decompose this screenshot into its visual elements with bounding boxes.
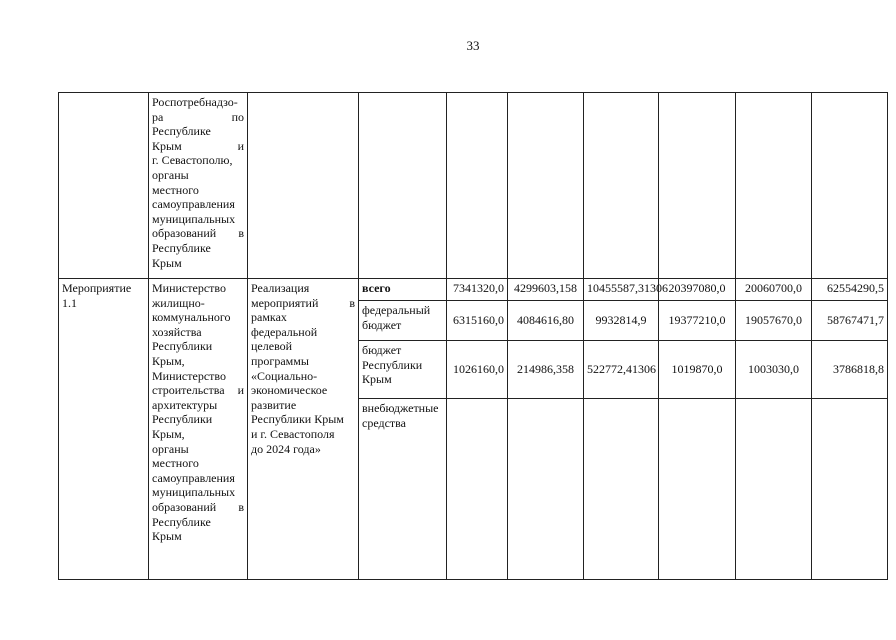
text-line: хозяйства bbox=[152, 324, 202, 339]
text-line: целевой bbox=[251, 339, 293, 354]
text-line: до 2024 года» bbox=[251, 441, 321, 456]
text-line: Крым, bbox=[152, 426, 185, 441]
text-line: «Социально- bbox=[251, 368, 318, 383]
text-line: всего bbox=[362, 281, 391, 295]
text-line: внебюджетные bbox=[362, 401, 439, 415]
text-line: и г. Севастополя bbox=[251, 426, 335, 441]
value-cell: 9932814,9 bbox=[584, 301, 659, 341]
text-line: Крым bbox=[362, 372, 392, 387]
value-cell: 522772,41306 bbox=[584, 341, 659, 399]
value-cell bbox=[812, 399, 888, 580]
text-line: г. Севастополю, bbox=[152, 153, 233, 168]
value-cell: 3786818,8 bbox=[812, 341, 888, 399]
text-line: Мероприятие bbox=[62, 281, 132, 295]
text-line: Республике bbox=[152, 514, 211, 529]
value-cell bbox=[447, 399, 508, 580]
text-line: архитектуры bbox=[152, 397, 218, 412]
text-line: программы bbox=[251, 353, 309, 368]
text-line: федеральной bbox=[251, 324, 318, 339]
value-cell: 4299603,158 bbox=[508, 279, 584, 301]
text-line: Реализация bbox=[251, 281, 310, 295]
table-row-continuation bbox=[59, 93, 888, 279]
text-line: органы bbox=[152, 167, 189, 182]
value-cell bbox=[584, 399, 659, 580]
cell-empty bbox=[812, 93, 888, 279]
text-line: бюджет bbox=[362, 343, 402, 357]
text-line: коммунального bbox=[152, 310, 231, 325]
text-line: органы bbox=[152, 441, 189, 456]
value-cell: 10455587,31306 bbox=[584, 279, 659, 301]
text-line: средства bbox=[362, 415, 407, 430]
text-line: Крым и bbox=[152, 138, 244, 153]
text-line: муниципальных bbox=[152, 211, 236, 226]
text-line: местного bbox=[152, 456, 199, 471]
value-cell bbox=[659, 399, 736, 580]
funding-source bbox=[359, 399, 447, 580]
text-line: мероприятий в bbox=[251, 295, 355, 310]
cell-empty bbox=[248, 93, 359, 279]
text-line: образований в bbox=[152, 499, 244, 514]
measure-label bbox=[59, 279, 149, 580]
text-line: Республике bbox=[152, 240, 211, 255]
text-line: Роспотребнадзо- bbox=[152, 95, 238, 109]
cell-empty bbox=[447, 93, 508, 279]
value-cell: 19057670,0 bbox=[736, 301, 812, 341]
text-line: образований в bbox=[152, 226, 244, 241]
text-line: Крым, bbox=[152, 353, 185, 368]
cell-empty bbox=[359, 93, 447, 279]
cell-label bbox=[59, 93, 149, 279]
value-cell: 19377210,0 bbox=[659, 301, 736, 341]
value-cell: 58767471,7 bbox=[812, 301, 888, 341]
text-line: Крым bbox=[152, 529, 182, 544]
text-line: местного bbox=[152, 182, 199, 197]
value-cell: 20397080,0 bbox=[659, 279, 736, 301]
value-cell: 4084616,80 bbox=[508, 301, 584, 341]
cell-executor bbox=[149, 93, 248, 279]
value-cell: 1026160,0 bbox=[447, 341, 508, 399]
value-cell: 1003030,0 bbox=[736, 341, 812, 399]
cell-empty bbox=[584, 93, 659, 279]
text-line: жилищно- bbox=[152, 295, 205, 310]
text-line: Республике bbox=[152, 124, 211, 139]
funding-source bbox=[359, 279, 447, 301]
value-cell bbox=[736, 399, 812, 580]
funding-source bbox=[359, 301, 447, 341]
text-line: самоуправления bbox=[152, 197, 235, 212]
measure-description bbox=[248, 279, 359, 580]
cell-empty bbox=[736, 93, 812, 279]
cell-empty bbox=[659, 93, 736, 279]
page-number: 33 bbox=[466, 38, 480, 53]
value-cell: 214986,358 bbox=[508, 341, 584, 399]
value-cell: 20060700,0 bbox=[736, 279, 812, 301]
text-line: 1.1 bbox=[62, 295, 77, 310]
text-line: Республики bbox=[152, 412, 213, 427]
value-cell: 6315160,0 bbox=[447, 301, 508, 341]
value-cell: 7341320,0 bbox=[447, 279, 508, 301]
cell-empty bbox=[508, 93, 584, 279]
text-line: строительства и bbox=[152, 383, 244, 398]
text-line: Республики bbox=[152, 339, 213, 354]
text-line: Министерство bbox=[152, 368, 226, 383]
text-line: федеральный bbox=[362, 303, 431, 317]
value-cell bbox=[508, 399, 584, 580]
text-line: Крым bbox=[152, 255, 182, 270]
funding-source bbox=[359, 341, 447, 399]
text-line: бюджет bbox=[362, 317, 402, 332]
program-table bbox=[58, 92, 888, 580]
text-line: ра по bbox=[152, 109, 244, 124]
text-line: муниципальных bbox=[152, 485, 236, 500]
text-line: Министерство bbox=[152, 281, 226, 295]
value-cell: 1019870,0 bbox=[659, 341, 736, 399]
text-line: экономическое bbox=[251, 383, 328, 398]
table-row bbox=[59, 279, 888, 301]
text-line: рамках bbox=[251, 310, 287, 325]
text-line: развитие bbox=[251, 397, 297, 412]
text-line: Республики bbox=[362, 357, 423, 372]
text-line: Республики Крым bbox=[251, 412, 344, 427]
measure-executor bbox=[149, 279, 248, 580]
text-line: самоуправления bbox=[152, 470, 235, 485]
value-cell: 62554290,5 bbox=[812, 279, 888, 301]
